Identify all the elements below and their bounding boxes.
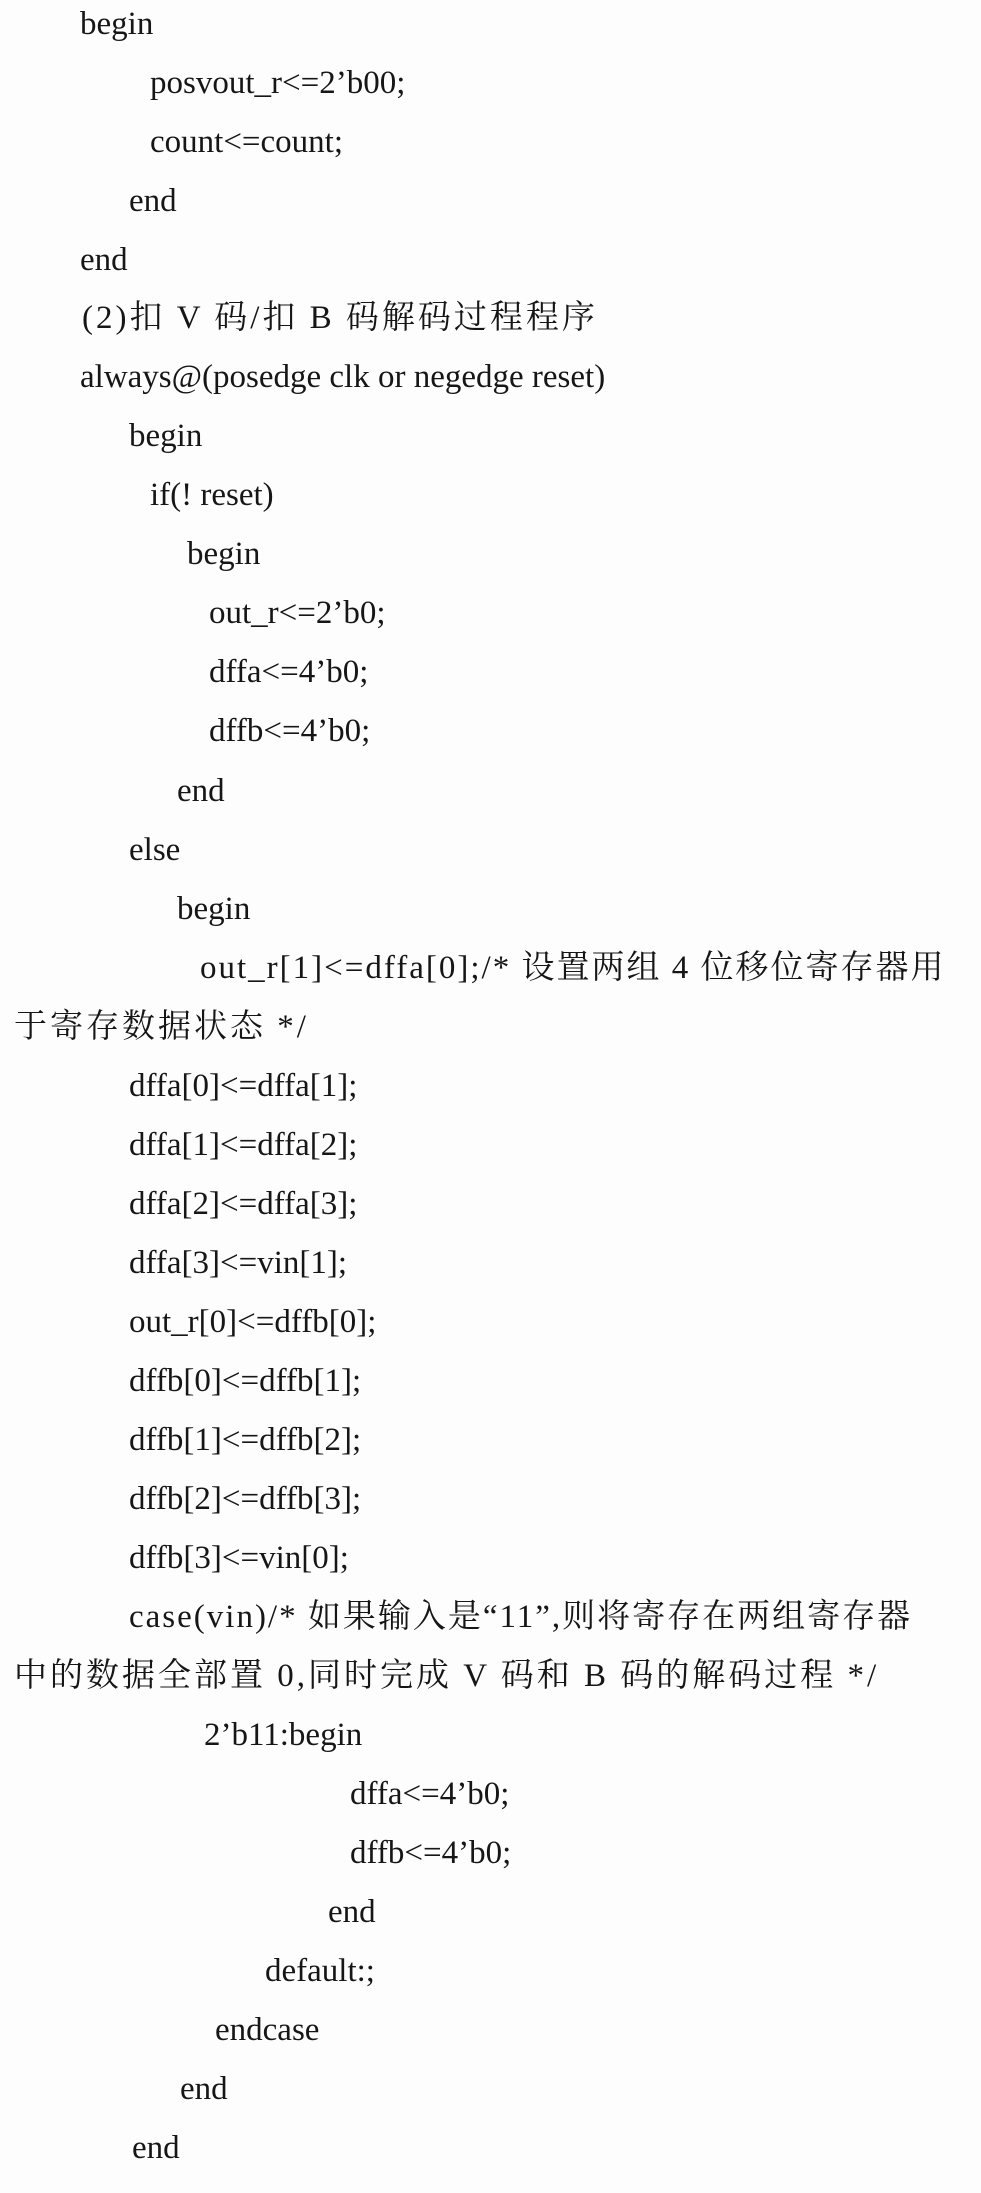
code-line: begin bbox=[177, 891, 251, 927]
code-line: begin bbox=[80, 6, 154, 42]
code-line: dffa[0]<=dffa[1]; bbox=[129, 1068, 358, 1104]
code-line: always@(posedge clk or negedge reset) bbox=[80, 359, 606, 395]
comment-continuation: 于寄存数据状态 */ bbox=[14, 1009, 309, 1045]
code-line: dffa[3]<=vin[1]; bbox=[129, 1245, 348, 1281]
code-line: dffb<=4’b0; bbox=[350, 1835, 512, 1871]
code-line: end bbox=[328, 1894, 376, 1930]
code-line: posvout_r<=2’b00; bbox=[150, 65, 406, 101]
code-line: end bbox=[180, 2071, 228, 2107]
code-line: default:; bbox=[265, 1953, 375, 1989]
code-line: else bbox=[129, 832, 181, 868]
code-line: dffa<=4’b0; bbox=[350, 1776, 510, 1812]
code-line: begin bbox=[129, 418, 203, 454]
code-line: dffb[0]<=dffb[1]; bbox=[129, 1363, 362, 1399]
code-line: dffa[1]<=dffa[2]; bbox=[129, 1127, 358, 1163]
code-line: dffa<=4’b0; bbox=[209, 654, 369, 690]
code-line: out_r[0]<=dffb[0]; bbox=[129, 1304, 377, 1340]
code-line: dffb[2]<=dffb[3]; bbox=[129, 1481, 362, 1517]
code-line: 2’b11:begin bbox=[204, 1717, 363, 1753]
comment-continuation: 中的数据全部置 0,同时完成 V 码和 B 码的解码过程 */ bbox=[14, 1658, 880, 1694]
code-line-with-comment: case(vin)/* 如果输入是“11”,则将寄存在两组寄存器 bbox=[129, 1599, 913, 1635]
code-line: end bbox=[132, 2130, 180, 2166]
code-line: out_r<=2’b0; bbox=[209, 595, 386, 631]
code-line: dffb[3]<=vin[0]; bbox=[129, 1540, 349, 1576]
code-line: count<=count; bbox=[150, 124, 344, 160]
code-line: end bbox=[129, 183, 177, 219]
code-line: end bbox=[80, 242, 128, 278]
code-line: dffb<=4’b0; bbox=[209, 713, 371, 749]
code-line: dffa[2]<=dffa[3]; bbox=[129, 1186, 358, 1222]
code-line-with-comment: out_r[1]<=dffa[0];/* 设置两组 4 位移位寄存器用 bbox=[200, 950, 946, 986]
section-heading: (2)扣 V 码/扣 B 码解码过程程序 bbox=[82, 300, 598, 336]
code-line: dffb[1]<=dffb[2]; bbox=[129, 1422, 362, 1458]
code-line: begin bbox=[187, 536, 261, 572]
code-line: if(! reset) bbox=[150, 477, 274, 513]
code-line: end bbox=[177, 773, 225, 809]
code-line: endcase bbox=[215, 2012, 320, 2048]
